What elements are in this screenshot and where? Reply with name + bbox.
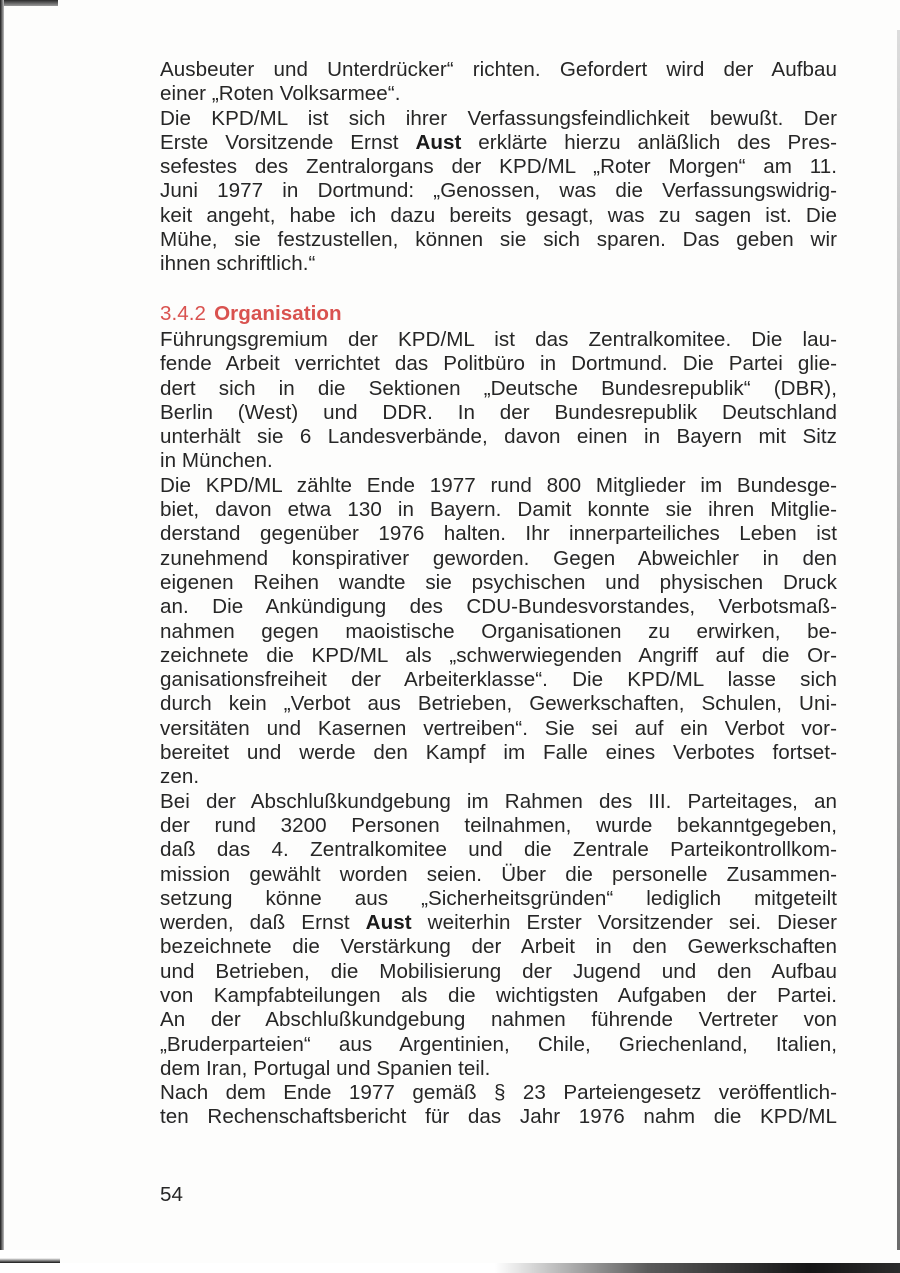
text-line: biet, davon etwa 130 in Bayern. Damit konnte sie ihren Mitglie- [160,498,837,522]
text-line: ihnen schriftlich.“ [160,252,316,276]
paragraph-gap [160,277,837,301]
text-line: Nach dem Ende 1977 gemäß § 23 Parteiengesetz veröffentlich- [160,1081,837,1105]
text-line: dem Iran, Portugal und Spanien teil. [160,1056,491,1080]
text-line: mission gewählt worden seien. Über die personelle Zusammen- [160,862,837,886]
text-line: in München. [160,449,273,473]
scan-edge-top [0,0,58,6]
text-line: bezeichnete die Verstärkung der Arbeit in den Gewerkschaften [160,935,837,959]
page-number: 54 [160,1183,183,1206]
text-line: einer „Roten Volksarmee“. [160,82,401,106]
text-line: nahmen gegen maoistische Organisationen zu erwirken, be- [160,619,837,643]
text-line: zen. [160,765,200,789]
text-line: „Bruderparteien“ aus Argentinien, Chile, Griechenland, Italien, [160,1032,837,1056]
text-line: an. Die Ankündigung des CDU-Bundesvorstandes, Verbotsmaß- [160,595,837,619]
text-line: zeichnete die KPD/ML als „schwerwiegenden Angriff auf die Or- [160,643,837,667]
text-line: Juni 1977 in Dortmund: „Genossen, was die Verfassungswidrig- [160,179,837,203]
scan-edge-bottom [0,1263,900,1273]
text-line: Berlin (West) und DDR. In der Bundesrepublik Deutschland [160,400,837,424]
text-line: Bei der Abschlußkundgebung im Rahmen des III. Parteitages, an [160,789,837,813]
text-line: Erste Vorsitzende Ernst Aust erklärte hierzu anläßlich des Pres- [160,130,837,154]
bold-name-aust: Aust [365,911,412,935]
text-line: unterhält sie 6 Landesverbände, davon einen in Bayern mit Sitz [160,425,837,449]
text-line: zunehmend konspirativer geworden. Gegen Abweichler in den [160,546,837,570]
section-heading [160,302,837,328]
text-line: und Betrieben, die Mobilisierung der Jugend und den Aufbau [160,959,837,983]
text-line: durch kein „Verbot aus Betrieben, Gewerkschaften, Schulen, Uni- [160,692,837,716]
text-line: sefestes des Zentralorgans der KPD/ML „Roter Morgen“ am 11. [160,155,837,179]
text-line: ganisationsfreiheit der Arbeiterklasse“. Die KPD/ML lasse sich [160,668,837,692]
body-text [160,58,837,1130]
text-line: setzung könne aus „Sicherheitsgründen“ lediglich mitgeteilt [160,886,837,910]
text-line: Mühe, sie festzustellen, können sie sich sparen. Das geben wir [160,228,837,252]
text-line: daß das 4. Zentralkomitee und die Zentrale Parteikontrollkom- [160,838,837,862]
text-line: Die KPD/ML ist sich ihrer Verfassungsfeindlichkeit bewußt. Der [160,106,837,130]
section-number: 3.4.2 [160,301,207,325]
text-line: bereitet und werde den Kampf im Falle eines Verbotes fortset- [160,741,837,765]
text-line: An der Abschlußkundgebung nahmen führende Vertreter von [160,1008,837,1032]
text-line: der rund 3200 Personen teilnahmen, wurde bekanntgegeben, [160,813,837,837]
scan-edge-left [0,0,4,1273]
text-line: fende Arbeit verrichtet das Politbüro in Dortmund. Die Partei glie- [160,352,837,376]
text-line: eigenen Reihen wandte sie psychischen und physischen Druck [160,570,837,594]
text-line: Ausbeuter und Unterdrücker“ richten. Gefordert wird der Aufbau [160,58,837,81]
section-title: Organisation [214,301,342,325]
text-line: Führungsgremium der KPD/ML ist das Zentralkomitee. Die lau- [160,327,837,351]
text-line: werden, daß Ernst Aust weiterhin Erster Vorsitzender sei. Dieser [160,911,837,935]
text-line: Die KPD/ML zählte Ende 1977 rund 800 Mitglieder im Bundesge- [160,473,837,497]
text-line: dert sich in die Sektionen „Deutsche Bundesrepublik“ (DBR), [160,376,837,400]
text-line: ten Rechenschaftsbericht für das Jahr 1976 nahm die KPD/ML [160,1105,837,1129]
bold-name-aust: Aust [415,130,462,154]
text-line: derstand gegenüber 1976 halten. Ihr innerparteiliches Leben ist [160,522,837,546]
text-line: versitäten und Kasernen vertreiben“. Sie sei auf ein Verbot vor- [160,716,837,740]
text-line: von Kampfabteilungen als die wichtigsten Aufgaben der Partei. [160,983,837,1007]
text-line: keit angeht, habe ich dazu bereits gesagt, was zu sagen ist. Die [160,203,837,227]
